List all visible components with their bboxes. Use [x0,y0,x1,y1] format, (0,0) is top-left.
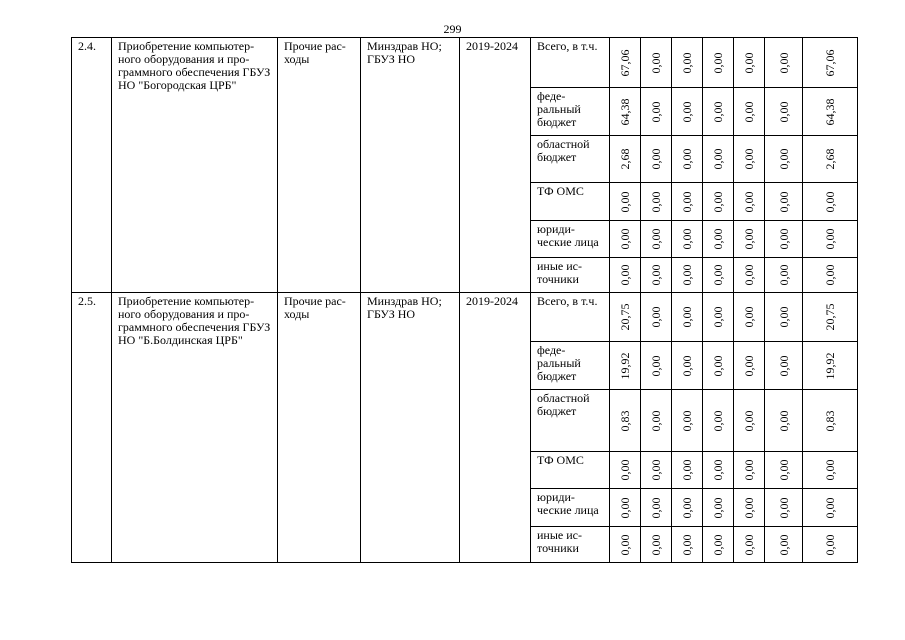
amount-cell [765,293,803,342]
amount-cell [610,452,641,489]
amount-value: 19,92 [823,352,837,379]
funding-source-label: ТФ ОМС [531,183,610,221]
amount-value: 0,00 [823,228,837,250]
amount-cell [765,452,803,489]
amount-value: 0,00 [776,355,791,376]
amount-cell [765,221,803,258]
amount-value: 0,00 [618,497,632,518]
amount-cell [734,489,765,527]
amount-value: 0,00 [618,228,632,250]
amount-cell [703,342,734,390]
amount-cell [641,38,672,88]
amount-value: 0,00 [823,264,837,286]
amount-value: 0,00 [742,52,756,73]
amount-value: 0,00 [742,410,756,431]
amount-value: 0,00 [776,410,791,431]
amount-value: 0,00 [680,52,694,73]
amount-cell [734,38,765,88]
amount-cell [734,258,765,293]
amount-value: 0,00 [649,264,663,286]
amount-value: 0,00 [680,228,694,250]
amount-value: 0,00 [776,101,791,122]
amount-cell [765,527,803,563]
amount-cell [734,88,765,136]
amount-cell [610,527,641,563]
amount-value: 0,00 [680,410,694,431]
amount-value: 0,00 [649,459,663,481]
amount-cell [734,527,765,563]
amount-value: 0,00 [680,459,694,481]
amount-cell [610,489,641,527]
period: 2019-2024 [460,293,531,563]
amount-cell [734,342,765,390]
amount-cell [610,342,641,390]
amount-value: 0,00 [711,410,725,431]
expense-type: Прочие рас-ходы [278,293,361,563]
amount-cell [641,88,672,136]
amount-cell [734,293,765,342]
amount-value: 0,00 [711,264,725,286]
amount-cell [641,452,672,489]
amount-cell [672,390,703,452]
amount-value: 0,00 [649,191,663,212]
amount-cell [641,342,672,390]
amount-value: 0,00 [649,306,663,328]
amount-value: 0,00 [742,148,756,170]
amount-cell [703,390,734,452]
amount-value: 0,00 [742,228,756,250]
amount-value: 0,00 [711,534,725,555]
amount-cell [765,183,803,221]
amount-value: 0,00 [742,355,756,376]
amount-value: 2,68 [618,148,632,170]
amount-cell [703,38,734,88]
amount-cell [703,258,734,293]
funding-source-label: Всего, в т.ч. [531,293,610,342]
project-name: Приобретение компьютер-ного оборудования и про-граммного обеспечения ГБУЗ НО "Богородская ЦРБ" [112,38,278,293]
table-row [72,293,858,342]
amount-value: 0,00 [711,52,725,73]
amount-value: 0,00 [711,148,725,170]
amount-value: 0,83 [618,410,632,431]
amount-cell [672,38,703,88]
amount-value: 0,00 [618,264,632,286]
amount-cell [672,527,703,563]
amount-cell [803,258,858,293]
amount-value: 0,00 [776,497,791,518]
amount-value: 0,00 [680,534,694,555]
amount-value: 67,06 [618,49,632,76]
amount-value: 0,00 [711,306,725,328]
amount-cell [765,88,803,136]
amount-cell [610,136,641,183]
amount-value: 0,00 [680,355,694,376]
table-row [72,38,858,88]
executor: Минздрав НО; ГБУЗ НО [361,293,460,563]
amount-value: 0,83 [823,410,837,431]
amount-value: 0,00 [823,534,837,555]
amount-value: 0,00 [776,52,791,73]
amount-cell [765,38,803,88]
amount-cell [610,88,641,136]
funding-source-label: иные ис-точники [531,527,610,563]
amount-value: 0,00 [649,148,663,170]
amount-value: 2,68 [823,148,837,170]
amount-cell [803,489,858,527]
amount-value: 0,00 [776,534,791,555]
amount-cell [803,38,858,88]
amount-cell [610,38,641,88]
amount-cell [610,293,641,342]
amount-value: 0,00 [742,306,756,328]
amount-cell [803,136,858,183]
amount-cell [803,342,858,390]
funding-source-label: феде-ральный бюджет [531,88,610,136]
amount-cell [672,489,703,527]
amount-cell [641,390,672,452]
amount-cell [765,136,803,183]
amount-cell [703,183,734,221]
amount-cell [641,527,672,563]
amount-cell [765,258,803,293]
period: 2019-2024 [460,38,531,293]
amount-value: 0,00 [649,101,663,122]
amount-cell [803,452,858,489]
amount-cell [765,489,803,527]
amount-value: 0,00 [649,355,663,376]
amount-cell [803,88,858,136]
amount-cell [703,293,734,342]
amount-cell [672,221,703,258]
amount-value: 0,00 [776,459,791,481]
project-number: 2.4. [72,38,112,293]
amount-cell [641,258,672,293]
amount-cell [672,88,703,136]
funding-source-label: юриди-ческие лица [531,221,610,258]
amount-value: 0,00 [649,534,663,555]
amount-value: 0,00 [776,306,791,328]
amount-cell [672,258,703,293]
amount-value: 0,00 [823,191,837,212]
funding-source-label: Всего, в т.ч. [531,38,610,88]
funding-source-label: иные ис-точники [531,258,610,293]
amount-cell [734,390,765,452]
amount-cell [734,183,765,221]
amount-cell [703,527,734,563]
amount-cell [765,390,803,452]
amount-value: 20,75 [823,303,837,331]
amount-value: 67,06 [823,49,837,76]
amount-value: 0,00 [776,191,791,212]
amount-cell [610,183,641,221]
amount-value: 0,00 [776,228,791,250]
amount-cell [610,221,641,258]
amount-value: 64,38 [823,98,837,125]
expense-type: Прочие рас-ходы [278,38,361,293]
amount-value: 0,00 [711,191,725,212]
amount-value: 20,75 [618,303,632,331]
amount-cell [703,88,734,136]
amount-cell [765,342,803,390]
amount-cell [803,390,858,452]
amount-cell [803,183,858,221]
amount-cell [672,342,703,390]
amount-cell [672,452,703,489]
amount-cell [672,293,703,342]
amount-value: 0,00 [711,101,725,122]
amount-cell [703,452,734,489]
project-number: 2.5. [72,293,112,563]
amount-value: 0,00 [742,534,756,555]
amount-cell [803,293,858,342]
amount-value: 0,00 [680,191,694,212]
amount-value: 64,38 [618,98,632,125]
amount-cell [641,183,672,221]
amount-cell [703,136,734,183]
amount-value: 0,00 [776,148,791,170]
amount-value: 0,00 [680,497,694,518]
amount-cell [672,136,703,183]
amount-value: 0,00 [742,101,756,122]
amount-value: 0,00 [823,497,837,518]
executor: Минздрав НО; ГБУЗ НО [361,38,460,293]
amount-cell [672,183,703,221]
amount-cell [641,221,672,258]
amount-value: 0,00 [618,191,632,212]
amount-cell [610,258,641,293]
amount-value: 0,00 [680,101,694,122]
amount-value: 0,00 [711,355,725,376]
amount-value: 0,00 [742,459,756,481]
amount-value: 0,00 [618,459,632,481]
funding-source-label: юриди-ческие лица [531,489,610,527]
amount-value: 0,00 [618,534,632,555]
project-name: Приобретение компьютер-ного оборудования и про-граммного обеспечения ГБУЗ НО "Б.Болдинская ЦРБ" [112,293,278,563]
amount-cell [803,221,858,258]
budget-table [71,37,858,563]
amount-cell [703,221,734,258]
page-number: 299 [443,22,462,36]
amount-cell [641,489,672,527]
amount-cell [641,136,672,183]
amount-value: 0,00 [711,497,725,518]
amount-cell [610,390,641,452]
amount-cell [803,527,858,563]
amount-cell [734,136,765,183]
amount-value: 0,00 [742,191,756,212]
amount-value: 0,00 [649,410,663,431]
amount-cell [734,221,765,258]
amount-value: 0,00 [742,497,756,518]
amount-value: 0,00 [649,52,663,73]
funding-source-label: областной бюджет [531,390,610,452]
amount-value: 0,00 [711,228,725,250]
amount-value: 0,00 [711,459,725,481]
funding-source-label: ТФ ОМС [531,452,610,489]
amount-value: 19,92 [618,352,632,379]
amount-value: 0,00 [823,459,837,481]
amount-value: 0,00 [742,264,756,286]
amount-value: 0,00 [776,264,791,286]
amount-cell [703,489,734,527]
amount-value: 0,00 [649,497,663,518]
amount-value: 0,00 [680,148,694,170]
amount-value: 0,00 [649,228,663,250]
funding-source-label: феде-ральный бюджет [531,342,610,390]
amount-value: 0,00 [680,306,694,328]
funding-source-label: областной бюджет [531,136,610,183]
amount-cell [734,452,765,489]
amount-cell [641,293,672,342]
amount-value: 0,00 [680,264,694,286]
